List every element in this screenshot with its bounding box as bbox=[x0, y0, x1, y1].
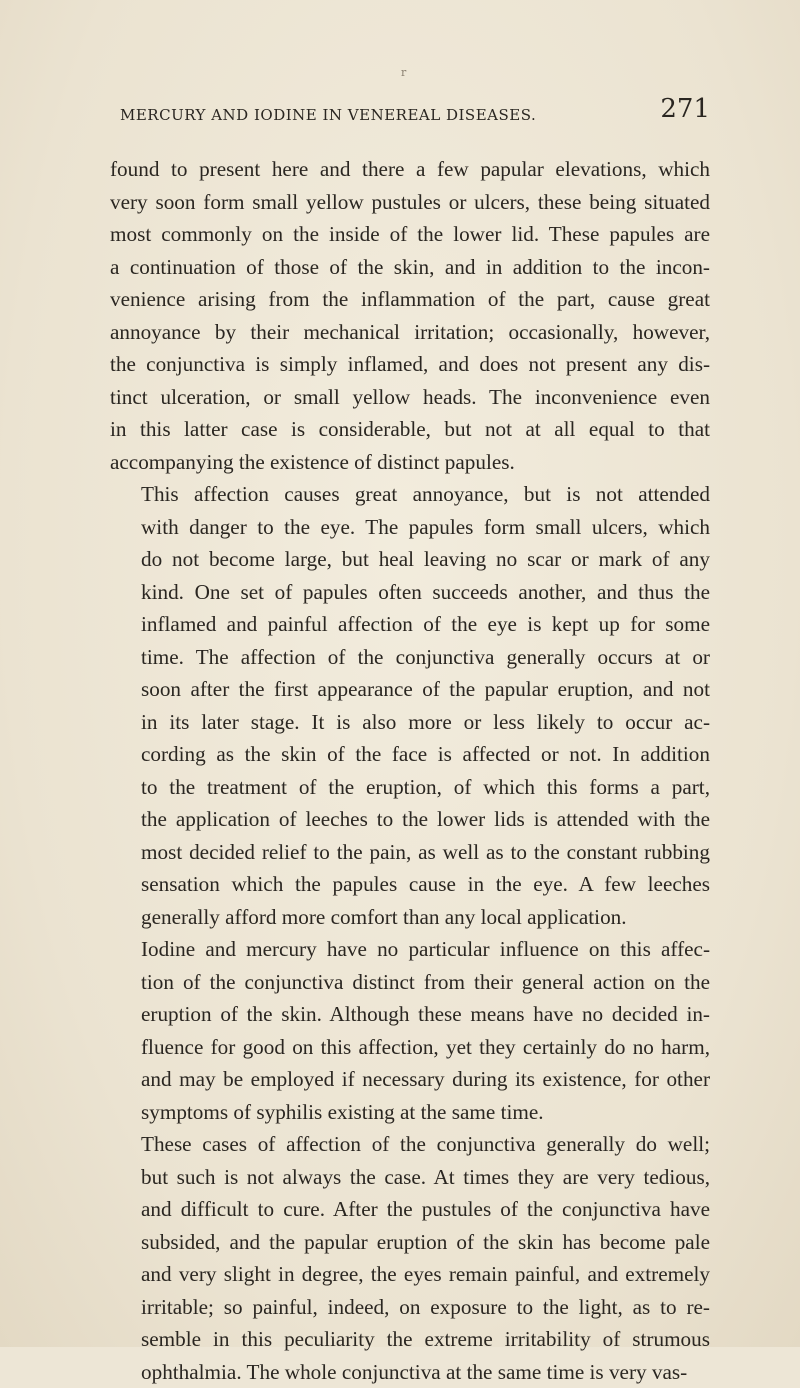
text-line: subsided, and the papular eruption of the skin has become pale bbox=[110, 1226, 710, 1259]
text-line: and difficult to cure. After the pustules of the conjunctiva have bbox=[110, 1193, 710, 1226]
text-line: with danger to the eye. The papules form small ulcers, which bbox=[110, 511, 710, 544]
text-line: eruption of the skin. Although these means have no decided in- bbox=[110, 998, 710, 1031]
text-line: This affection causes great annoyance, but is not attended bbox=[110, 478, 710, 511]
text-line: a continuation of those of the skin, and in addition to the incon- bbox=[110, 251, 710, 284]
body-text bbox=[110, 153, 710, 1388]
text-line: inflamed and painful affection of the eye is kept up for some bbox=[110, 608, 710, 641]
text-line: found to present here and there a few papular elevations, which bbox=[110, 153, 710, 186]
text-line: most commonly on the inside of the lower lid. These papules are bbox=[110, 218, 710, 251]
running-title: MERCURY AND IODINE IN VENEREAL DISEASES. bbox=[120, 106, 536, 124]
paragraph bbox=[110, 933, 710, 1128]
text-line: These cases of affection of the conjunctiva generally do well; bbox=[110, 1128, 710, 1161]
text-line: tion of the conjunctiva distinct from their general action on the bbox=[110, 966, 710, 999]
text-line: to the treatment of the eruption, of which this forms a part, bbox=[110, 771, 710, 804]
text-line: the application of leeches to the lower lids is attended with the bbox=[110, 803, 710, 836]
text-line: soon after the first appearance of the papular eruption, and not bbox=[110, 673, 710, 706]
text-line: and very slight in degree, the eyes remain painful, and extremely bbox=[110, 1258, 710, 1291]
text-line: in this latter case is considerable, but not at all equal to that bbox=[110, 413, 710, 446]
text-line: kind. One set of papules often succeeds another, and thus the bbox=[110, 576, 710, 609]
text-line: time. The affection of the conjunctiva generally occurs at or bbox=[110, 641, 710, 674]
text-line: most decided relief to the pain, as well as to the constant rubbing bbox=[110, 836, 710, 869]
text-line: ophthalmia. The whole conjunctiva at the same time is very vas- bbox=[110, 1356, 710, 1388]
text-line: semble in this peculiarity the extreme irritability of strumous bbox=[110, 1323, 710, 1356]
text-line: annoyance by their mechanical irritation; occasionally, however, bbox=[110, 316, 710, 349]
margin-mark: r bbox=[401, 66, 406, 79]
paragraph bbox=[110, 1128, 710, 1388]
text-line: in its later stage. It is also more or less likely to occur ac- bbox=[110, 706, 710, 739]
text-line: do not become large, but heal leaving no scar or mark of any bbox=[110, 543, 710, 576]
text-line: cording as the skin of the face is affected or not. In addition bbox=[110, 738, 710, 771]
text-line: tinct ulceration, or small yellow heads. The inconvenience even bbox=[110, 381, 710, 414]
page-header bbox=[110, 92, 710, 132]
text-line: venience arising from the inflammation of the part, cause great bbox=[110, 283, 710, 316]
text-line: the conjunctiva is simply inflamed, and does not present any dis- bbox=[110, 348, 710, 381]
text-line: Iodine and mercury have no particular influence on this affec- bbox=[110, 933, 710, 966]
text-line: fluence for good on this affection, yet they certainly do no harm, bbox=[110, 1031, 710, 1064]
text-line: and may be employed if necessary during its existence, for other bbox=[110, 1063, 710, 1096]
text-line: accompanying the existence of distinct papules. bbox=[110, 446, 710, 479]
text-line: very soon form small yellow pustules or ulcers, these being situated bbox=[110, 186, 710, 219]
text-line: irritable; so painful, indeed, on exposure to the light, as to re- bbox=[110, 1291, 710, 1324]
text-line: symptoms of syphilis existing at the same time. bbox=[110, 1096, 710, 1129]
paragraph bbox=[110, 153, 710, 478]
text-line: but such is not always the case. At times they are very tedious, bbox=[110, 1161, 710, 1194]
text-line: sensation which the papules cause in the eye. A few leeches bbox=[110, 868, 710, 901]
paragraph bbox=[110, 478, 710, 933]
text-line: generally afford more comfort than any local application. bbox=[110, 901, 710, 934]
page-number: 271 bbox=[660, 94, 710, 124]
